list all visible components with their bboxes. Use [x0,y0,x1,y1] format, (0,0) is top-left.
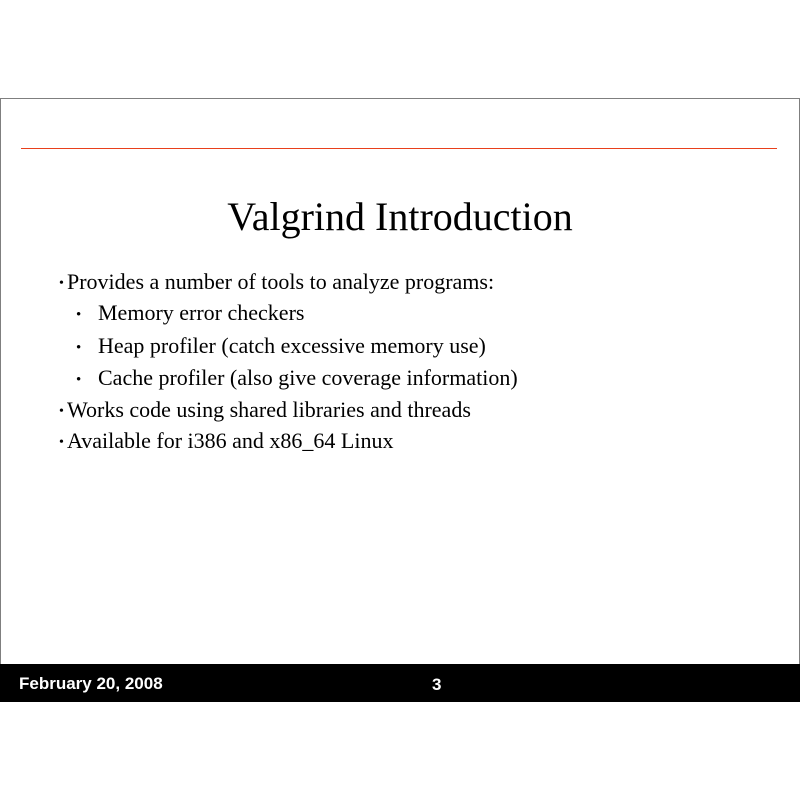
title-rule [21,148,777,149]
slide-title: Valgrind Introduction [227,194,573,239]
footer-date: February 20, 2008 [19,674,163,693]
bullet-item-3 [59,426,518,457]
bullet-icon: • [76,307,82,324]
bullet-text: Memory error checkers [98,300,305,326]
bullet-list [59,267,518,458]
sub-bullet-item-1 [59,298,518,330]
page-number: 3 [432,675,442,694]
sub-bullet-item-2 [59,331,518,363]
bullet-text: Provides a number of tools to analyze programs: [67,269,495,294]
sub-bullet-item-3 [59,363,518,395]
bullet-icon: • [59,276,64,291]
bullet-icon: • [59,435,64,451]
bullet-icon: • [76,339,82,356]
bullet-text: Works code using shared libraries and threads [67,397,471,423]
bullet-item-1 [59,267,518,298]
slide-footer [0,664,800,702]
slide [0,98,800,702]
bullet-icon: • [76,371,82,388]
bullet-text: Heap profiler (catch excessive memory use) [98,332,486,358]
bullet-text: Available for i386 and x86_64 Linux [67,428,394,454]
bullet-text: Cache profiler (also give coverage information) [98,364,518,390]
bullet-item-2 [59,395,518,426]
bullet-icon: • [59,404,64,420]
